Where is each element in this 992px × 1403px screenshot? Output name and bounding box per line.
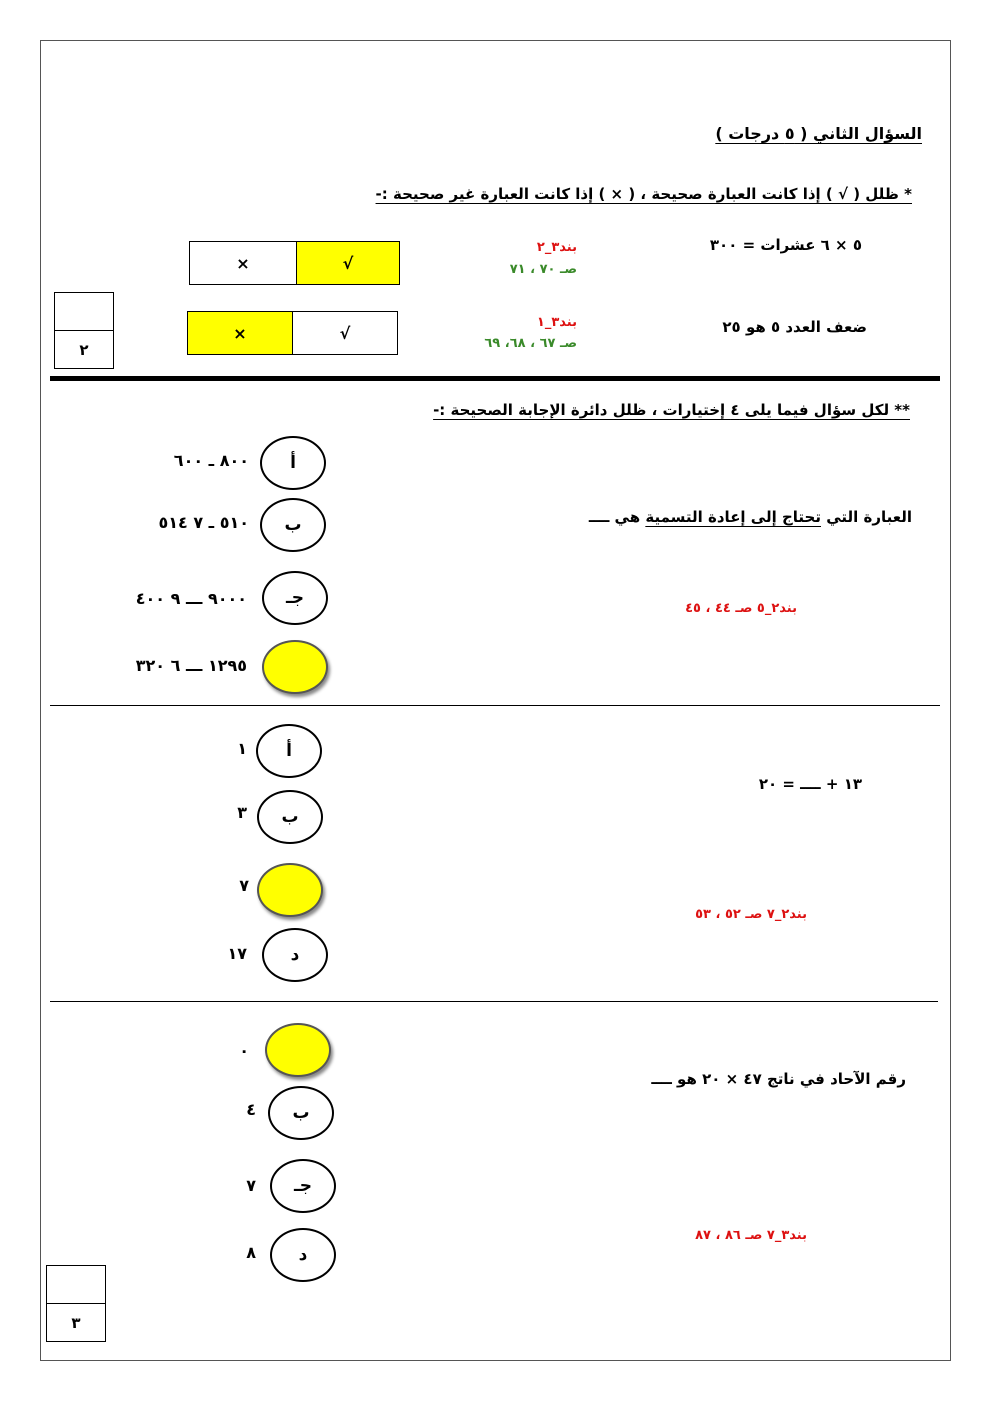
mc3-option-c-value: ٧ <box>246 1176 256 1195</box>
mc2-option-d[interactable] <box>262 928 328 982</box>
score-box-1-bottom: ٢ <box>55 330 113 368</box>
tf-ref-band-1: بند٣_٢ <box>536 240 577 255</box>
mc-question-1 <box>589 508 912 526</box>
tf-ref-band-2: بند٣_١ <box>536 315 577 330</box>
mc2-option-b[interactable] <box>257 790 323 844</box>
mc-question-1-part-c: هي ــــ <box>588 508 646 526</box>
mc-question-3: رقم الآحاد في ناتج ٤٧ × ٢٠ هو ــــ <box>651 1070 906 1088</box>
option-letter: ب <box>281 807 299 827</box>
option-letter: د <box>290 945 300 965</box>
mc1-option-b[interactable] <box>260 498 326 552</box>
option-letter: أ <box>290 453 296 473</box>
mc-ref-1: بند٢_٥ صـ ٤٤ ، ٤٥ <box>685 601 797 616</box>
option-letter: جـ <box>293 1176 313 1196</box>
tf-false-option-2[interactable] <box>187 311 293 355</box>
mc1-option-b-value: ٥١٠ ـ ٧ ٥١٤ <box>158 513 249 532</box>
mc1-option-c[interactable] <box>262 571 328 625</box>
mc-question-1-part-b: تحتاج إلى إعادة التسمية <box>645 508 821 526</box>
section-divider <box>50 376 940 381</box>
mc-question-1-part-a: العبارة التي <box>820 508 912 526</box>
option-letter: د <box>298 1245 308 1265</box>
mc3-option-c[interactable] <box>270 1159 336 1213</box>
mc1-option-d-selected[interactable] <box>262 640 328 694</box>
mc3-option-d-value: ٨ <box>246 1243 256 1262</box>
mc2-option-b-value: ٣ <box>237 803 247 822</box>
mc3-option-a-value: ٠ <box>239 1041 249 1060</box>
tf-true-option-2[interactable] <box>292 311 398 355</box>
mc3-option-b-value: ٤ <box>246 1100 256 1119</box>
mc-question-2: ١٣ + ــــ = ٢٠ <box>758 775 862 793</box>
divider <box>50 705 940 706</box>
mc3-option-a-selected[interactable] <box>265 1023 331 1077</box>
option-letter: جـ <box>285 588 305 608</box>
score-box-2-bottom: ٣ <box>47 1303 105 1341</box>
mc-instruction: ** لكل سؤال فيما يلى ٤ إختيارات ، ظلل دائرة الإجابة الصحيحة :- <box>433 401 910 419</box>
option-letter: ب <box>292 1103 310 1123</box>
cross-icon: × <box>233 323 247 343</box>
tf-false-option-1[interactable] <box>189 241 297 285</box>
option-letter: أ <box>286 741 292 761</box>
section-title: السؤال الثاني ( ٥ درجات ) <box>715 124 922 143</box>
mc3-option-b[interactable] <box>268 1086 334 1140</box>
mc2-option-c-selected[interactable] <box>257 863 323 917</box>
divider <box>50 1001 938 1002</box>
mc1-option-a-value: ٨٠٠ ـ ٦٠٠ <box>173 451 249 470</box>
mc2-option-c-value: ٧ <box>239 876 249 895</box>
score-box-1 <box>54 292 114 369</box>
check-icon: √ <box>342 253 354 273</box>
mc1-option-a[interactable] <box>260 436 326 490</box>
mc3-option-d[interactable] <box>270 1228 336 1282</box>
mc-ref-3: بند٣_٧ صـ ٨٦ ، ٨٧ <box>695 1228 807 1243</box>
tf-instruction: * ظلل ( √ ) إذا كانت العبارة صحيحة ، ( × ) إذا كانت العبارة غير صحيحة :- <box>375 185 912 203</box>
tf-statement-2: ضعف العدد ٥ هو ٢٥ <box>722 318 867 336</box>
mc1-option-c-value: ٩٠٠٠ ـــ ٩ ٤٠٠ <box>135 589 247 608</box>
score-box-1-top <box>55 293 113 330</box>
score-box-2-top <box>47 1266 105 1303</box>
tf-ref-pages-1: صـ ٧٠ ، ٧١ <box>509 262 577 277</box>
score-box-2 <box>46 1265 106 1342</box>
mc2-option-d-value: ١٧ <box>227 944 247 963</box>
cross-icon: × <box>236 253 250 273</box>
tf-true-option-1[interactable] <box>296 241 400 285</box>
mc2-option-a-value: ١ <box>237 739 247 758</box>
option-letter: ب <box>284 515 302 535</box>
check-icon: √ <box>339 323 351 343</box>
tf-statement-1: ٥ × ٦ عشرات = ٣٠٠ <box>709 236 862 254</box>
mc-ref-2: بند٢_٧ صـ ٥٢ ، ٥٣ <box>695 907 807 922</box>
mc2-option-a[interactable] <box>256 724 322 778</box>
mc1-option-d-value: ١٢٩٥ ـــ ٦ ٣٢٠ <box>135 656 247 675</box>
tf-ref-pages-2: صـ ٦٧ ، ٦٨، ٦٩ <box>484 336 577 351</box>
